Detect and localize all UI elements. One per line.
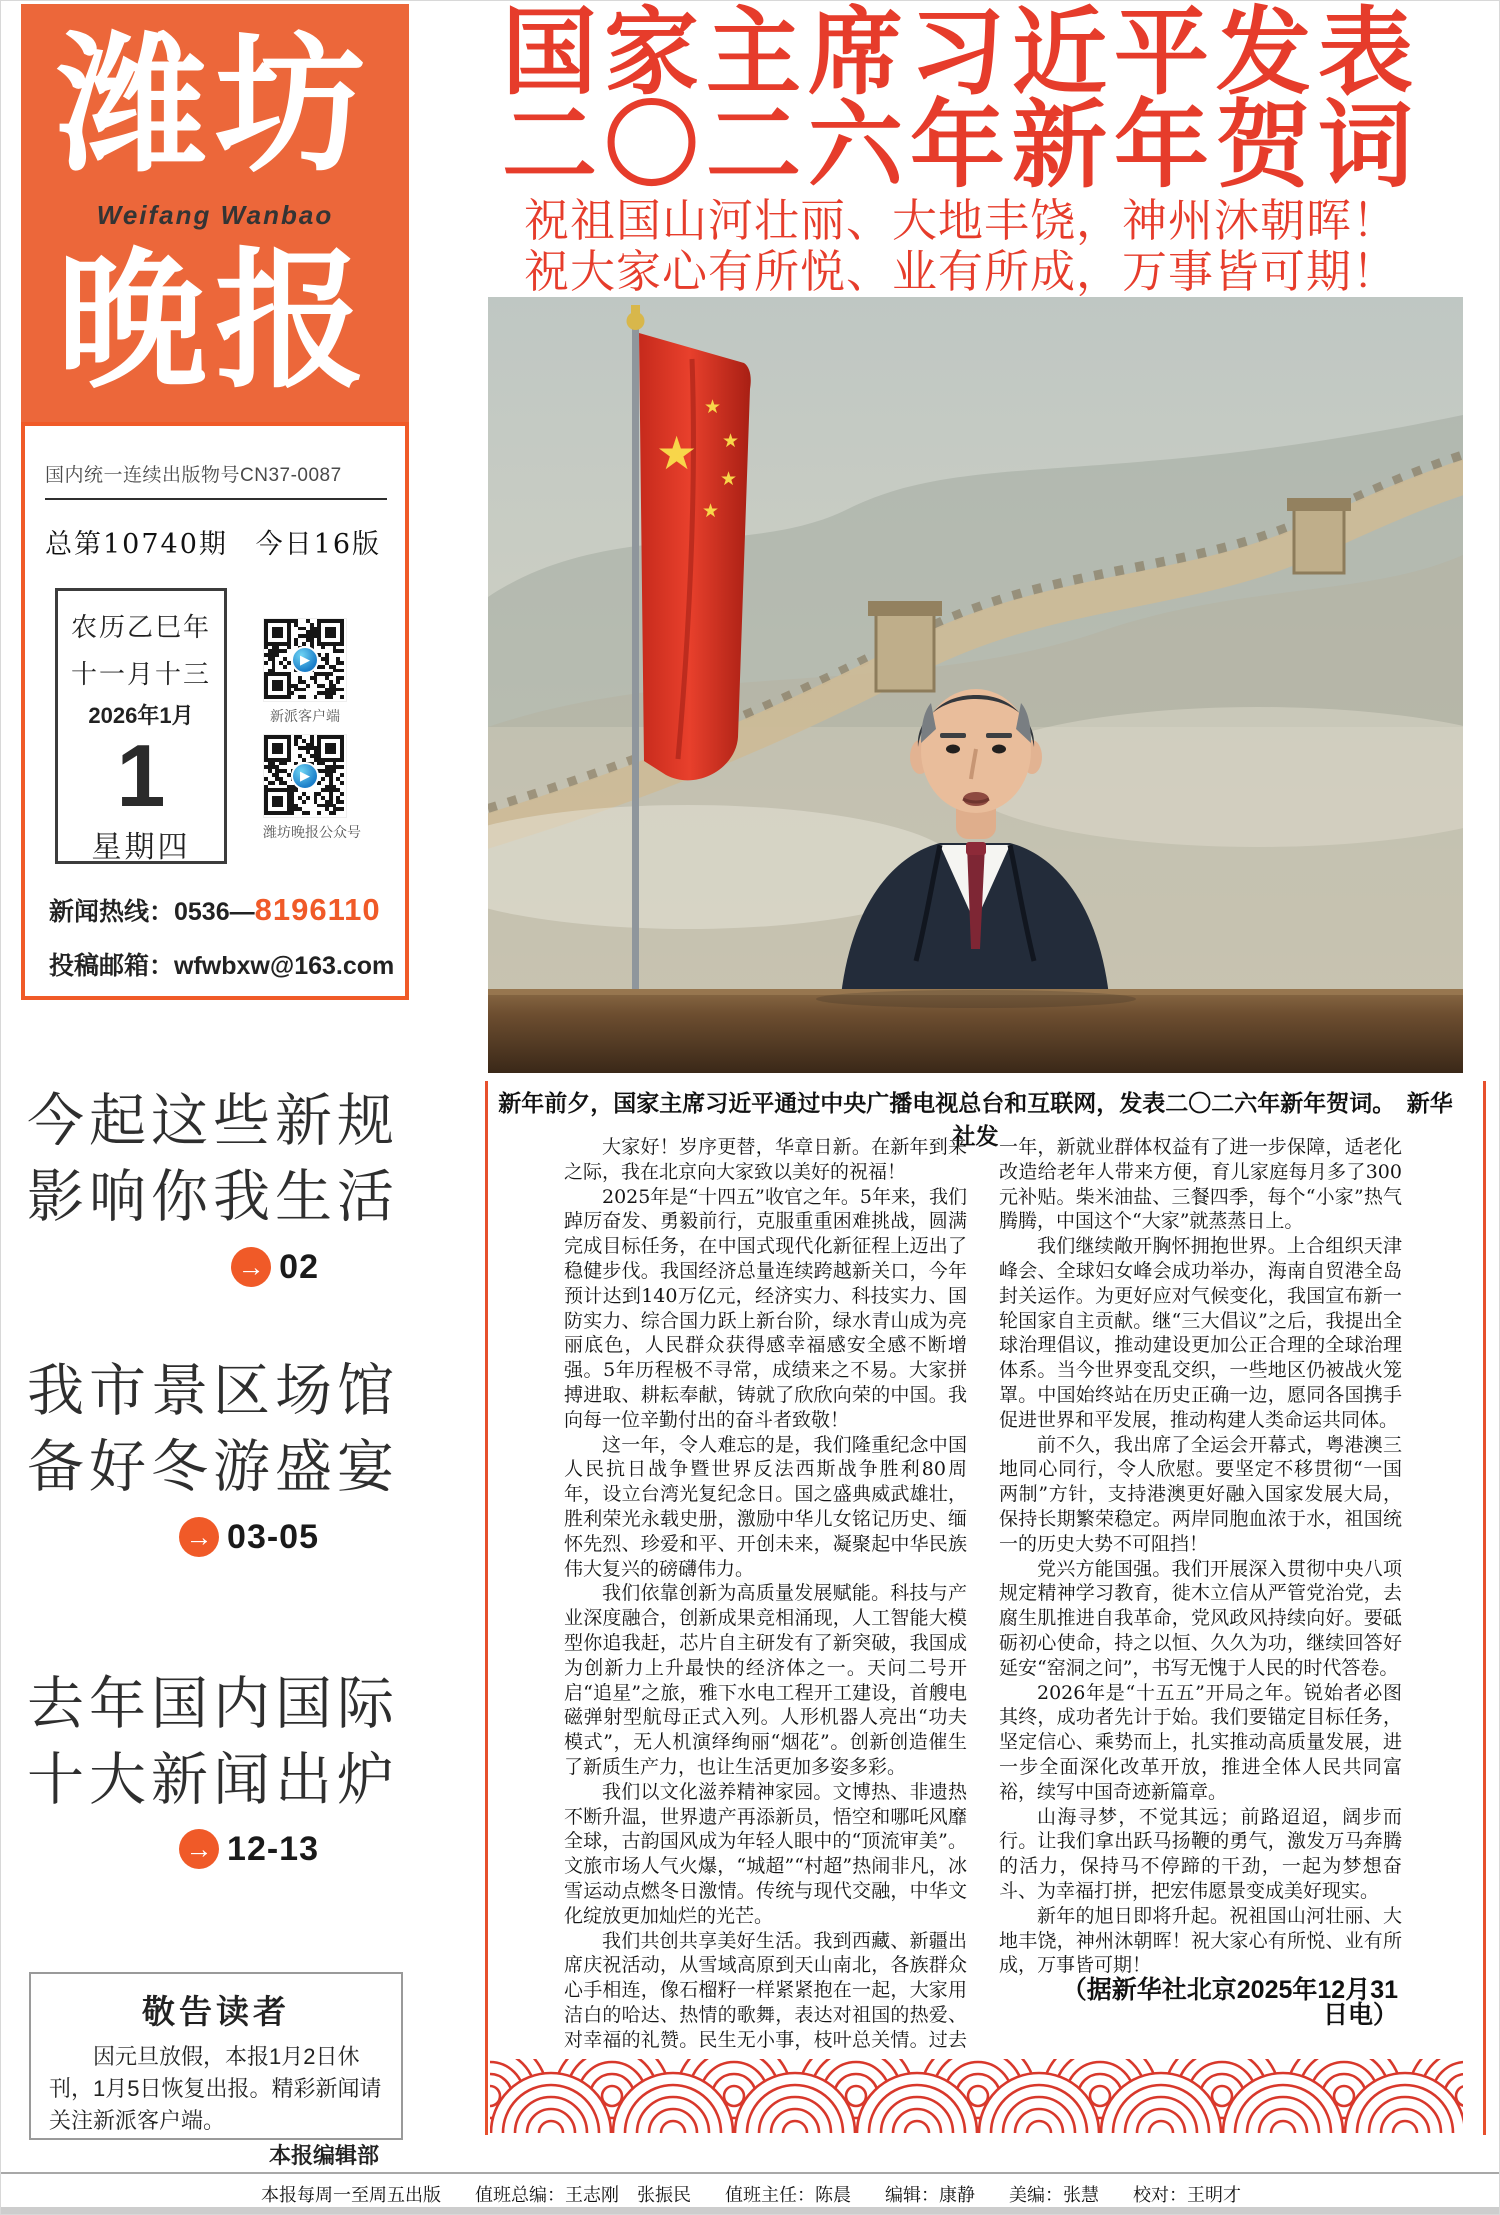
footer-item: 本报每周一至周五出版 [261,2185,441,2205]
calendar-box [55,588,227,864]
story-headline-line: 去年国内国际 [27,1672,399,1736]
masthead [21,4,409,422]
qr-label: 潍坊晚报公众号 [263,824,361,840]
photo-illustration [488,297,1463,1073]
footer-staff-line [1,2181,1500,2207]
story-headline-line: 影响你我生活 [27,1165,399,1229]
page-number: 03-05 [227,1517,319,1556]
news-hotline [49,892,381,928]
issn-line: 国内统一连续出版物号CN37-0087 [45,465,342,486]
qr-code-wechat [263,734,361,842]
reader-notice-box [29,1972,403,2168]
story-headline-line: 十大新闻出炉 [27,1748,399,1812]
sub-headline [433,195,1489,297]
story-headline-line: 今起这些新规 [27,1089,399,1153]
day-number: 1 [116,726,166,825]
notice-signature: 本报编辑部 [268,2143,379,2168]
article-body [564,1135,1402,2061]
article-left-rule [485,1081,488,2135]
article-paragraph: 我们以文化滋养精神家园。文博热、非遗热不断升温，世界遗产再添新员，悟空和哪吒风靡全球，古韵国风成为年轻人眼中的“顶流审美”。文旅市场人气火爆，“城超”“村超”热闹非凡，冰雪运动点燃冬日激情。传统与现代交融，中华文化绽放更加灿烂的光芒。 [564,1780,967,1927]
pages-today: 今日16版 [255,529,381,560]
divider [45,498,387,500]
qr-code-image [263,734,347,818]
play-icon: ▶ [291,762,319,790]
footer-item: 美编：张慧 [1009,2185,1099,2205]
article-paragraph: 党兴方能国强。我们开展深入贯彻中央八项规定精神学习教育，徙木立信从严管党治党，去腐生肌推进自我革命，党风政风持续向好。要砥砺初心使命，持之以恒、久久为功，继续回答好延安“窑洞之问”，书写无愧于人民的时代答卷。 [999,1557,1402,1679]
masthead-title-top: 潍坊 [56,17,373,193]
issue-line [45,522,381,561]
wave-border-decoration [490,2059,1463,2133]
article-paragraph: 这一年，令人难忘的是，我们隆重纪念中国人民抗日战争暨世界反法西斯战争胜利80周年，设立台湾光复纪念日。国之盛典威武雄壮，胜利荣光永载史册，激励中华儿女铭记历史、缅怀先烈、珍爱和平、开创未来，凝聚起中华民族伟大复兴的磅礴伟力。 [564,1433,967,1580]
qr-code-app [263,618,347,726]
gregorian-month: 2026年1月 [88,703,194,728]
sidebar-story-2 [27,1353,415,1505]
photo-caption: 新年前夕，国家主席习近平通过中央广播电视总台和互联网，发表二〇二六年新年贺词。 新华社发 [498,1090,1453,1149]
article-paragraph: 我们依靠创新为高质量发展赋能。科技与产业深度融合，创新成果竞相涌现，人工智能大模型你追我赶，芯片自主研发有了新突破，我国成为创新力上升最快的经济体之一。天问二号开启“追星”之旅，雅下水电工程开工建设，首艘电磁弹射型航母正式入列。人形机器人亮出“功夫模式”，无人机演绎绚丽“烟花”。创新创造催生了新质生产力，也让生活更加多姿多彩。 [564,1582,967,1778]
footer-item: 编辑：康静 [885,2185,975,2205]
subhead-line-1: 祝祖国山河壮丽、大地丰饶，神州沐朝晖！ [523,195,1398,246]
qr-label: 新派客户端 [270,708,340,724]
main-headline [433,0,1489,199]
hotline-number: 8196110 [254,892,381,927]
arrow-right-icon: → [231,1247,271,1287]
notice-title: 敬告读者 [142,1993,290,2030]
issue-number: 总第10740期 [45,529,228,560]
story-headline-line: 我市景区场馆 [27,1359,399,1423]
svg-text:★: ★ [702,501,720,522]
headline-line-1: 国家主席习近平发表 [501,0,1420,106]
lead-photo [488,297,1463,1073]
article-paragraph: 新年的旭日即将升起。祝祖国山河壮丽、大地丰饶，神州沐朝晖！祝大家心有所悦、业有所成，万事皆可期！ [999,1904,1402,1977]
sidebar-story-1 [27,1083,415,1235]
article-paragraph: 前不久，我出席了全运会开幕式，粤港澳三地同心同行，令人欣慰。要坚定不移贯彻“一国两制”方针，支持港澳更好融入国家发展大局，保持长期繁荣稳定。两岸同胞血浓于水，祖国统一的历史大势不可阻挡！ [999,1433,1402,1555]
article-paragraph: 山海寻梦，不觉其远；前路迢迢，阔步而行。让我们拿出跃马扬鞭的勇气，激发万马奔腾的活力，保持马不停蹄的干劲，一起为梦想奋斗、为幸福打拼，把宏伟愿景变成美好现实。 [999,1805,1402,1902]
article-paragraph: 我们共创共享美好生活。我到西藏、新疆出席庆祝活动，从雪域高原到天山南北，各族群众心手相连，像石榴籽一样紧紧抱在一起，大家用洁白的哈达、热情的歌舞，表达对祖国的热爱、对幸福的礼赞。民生无小事，枝叶总关情。过去一年，新就业群体权益有了进一步保障，适老化改造给老年人带来方便，育儿家庭每月多了300元补贴。柴米油盐、三餐四季，每个“小家”热气腾腾，中国这个“大家”就蒸蒸日上。 [564,1136,1402,2051]
page-reference-1 [27,1247,415,1287]
arrow-right-icon: → [179,1517,219,1557]
notice-body: 因元旦放假，本报1月2日休刊，1月5日恢复出报。精彩新闻请关注新派客户端。 [49,2044,382,2133]
page-number: 12-13 [227,1829,319,1868]
qr-code-image [263,618,347,702]
article-right-rule [1483,1081,1486,2135]
footer-divider [1,2172,1500,2174]
play-icon: ▶ [291,646,319,674]
page-reference-3 [27,1829,415,1869]
sidebar-story-3 [27,1666,415,1818]
hotline-label: 新闻热线：0536— [49,898,255,926]
article-paragraph: 2026年是“十五五”开局之年。锐始者必图其终，成功者先计于始。我们要锚定目标任务，坚定信心、乘势而上，扎实推动高质量发展，进一步全面深化改革开放，推进全体人民共同富裕，续写中国奇迹新篇章。 [999,1681,1402,1803]
page-reference-2 [27,1517,415,1557]
footer-item: 校对：王明才 [1133,2185,1241,2205]
page-bottom-edge [1,2207,1500,2215]
article-byline: （据新华社北京2025年12月31日电） [1061,1976,1398,2029]
lunar-date: 十一月十三 [70,659,211,689]
footer-item: 值班主任：陈晨 [725,2185,851,2205]
svg-text:★: ★ [722,431,740,452]
publication-info-panel [21,422,409,1000]
flag-star-large: ★ [656,427,698,479]
headline-line-2: 二〇二六年新年贺词 [501,93,1420,199]
article-paragraph: 我们继续敞开胸怀拥抱世界。上合组织天津峰会、全球妇女峰会成功举办，海南自贸港全岛封关运作。为更好应对气候变化，我国宣布新一轮国家自主贡献。继“三大倡议”之后，我提出全球治理倡议，推动建设更加公正合理的全球治理体系。当今世界变乱交织，一些地区仍被战火笼罩。中国始终站在历史正确一边，愿同各国携手促进世界和平发展，推动构建人类命运共同体。 [999,1235,1402,1431]
submission-email: 投稿邮箱：wfwbxw@163.com [49,952,395,980]
article-paragraph: 2025年是“十四五”收官之年。5年来，我们踔厉奋发、勇毅前行，克服重重困难挑战，圆满完成目标任务，在中国式现代化新征程上迈出了稳健步伐。我国经济总量连续跨越新关口，今年预计达到140万亿元，经济实力、科技实力、国防实力、综合国力跃上新台阶，绿水青山成为亮丽底色，人民群众获得感幸福感安全感不断增强。5年历程极不寻常，成绩来之不易。大家拼搏进取、耕耘奉献，铸就了欣欣向荣的中国。我向每一位辛勤付出的奋斗者致敬！ [564,1185,967,1431]
weekday: 星期四 [91,831,191,865]
lunar-year: 农历乙巳年 [70,612,211,642]
article-paragraph: 大家好！岁序更替，华章日新。在新年到来之际，我在北京向大家致以美好的祝福！ [564,1136,967,1183]
masthead-latin-subtitle: Weifang Wanbao [96,200,334,230]
svg-text:★: ★ [720,469,738,490]
svg-text:★: ★ [704,397,722,418]
subhead-line-2: 祝大家心有所悦、业有所成，万事皆可期！ [523,246,1398,297]
footer-item: 值班总编：王志刚 张振民 [475,2185,691,2205]
page-number: 02 [279,1247,319,1286]
masthead-title-bottom: 晚报 [56,233,373,409]
story-headline-line: 备好冬游盛宴 [27,1435,399,1499]
arrow-right-icon: → [179,1829,219,1869]
